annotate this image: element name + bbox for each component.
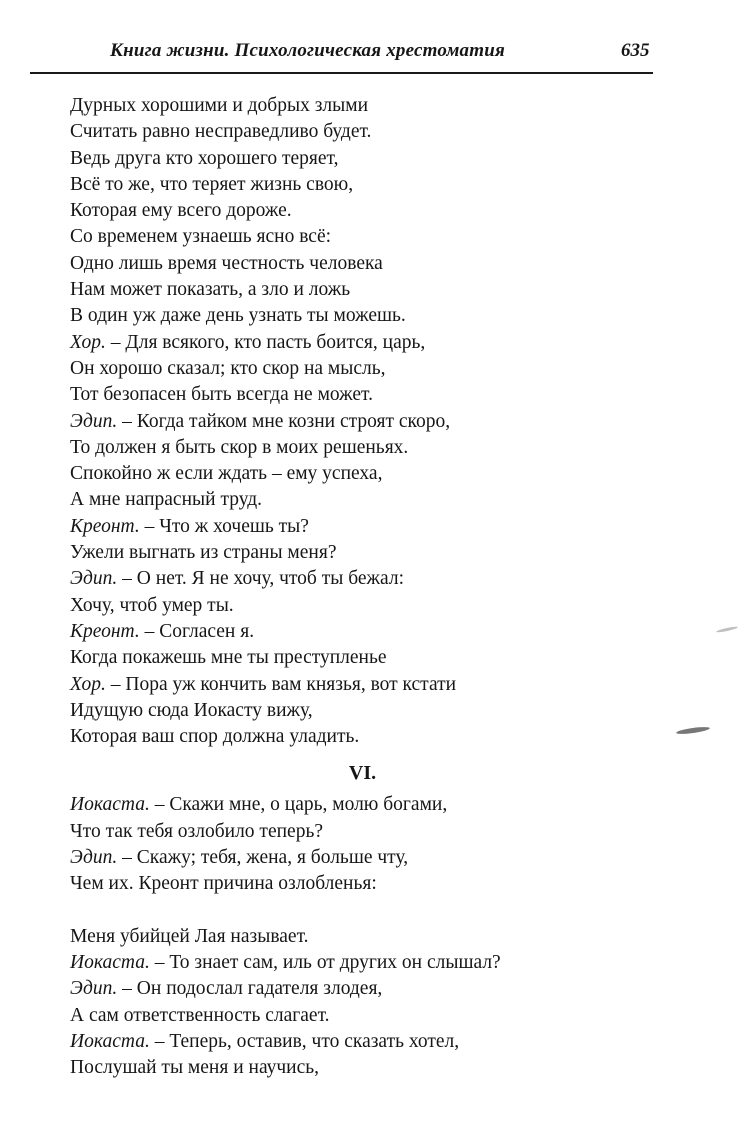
line-text: Что так тебя озлобило теперь?	[70, 820, 323, 842]
line-text: – Он подослал гадателя злодея,	[117, 978, 383, 1000]
verse-line	[70, 1029, 710, 1055]
verse-block-2	[70, 792, 710, 897]
verse-line	[70, 224, 710, 250]
verse-line	[70, 172, 710, 198]
verse-line	[70, 303, 710, 329]
verse-line	[70, 514, 710, 540]
header-rule	[30, 72, 653, 74]
section-heading: VI.	[348, 762, 377, 785]
line-text: – О нет. Я не хочу, чтоб ты бежал:	[117, 568, 404, 590]
verse-line	[70, 950, 710, 976]
verse-block-1	[70, 93, 710, 750]
speaker-name: Эдип.	[70, 978, 118, 1000]
line-text: Тот безопасен быть всегда не может.	[70, 384, 373, 406]
line-text: Которая ему всего дороже.	[70, 200, 292, 222]
speaker-name: Иокаста.	[70, 951, 150, 973]
speaker-name: Креонт.	[70, 515, 140, 537]
line-text: – Когда тайком мне козни строят скоро,	[117, 410, 451, 432]
line-text: Хочу, чтоб умер ты.	[70, 594, 234, 616]
line-text: – Скажи мне, о царь, молю богами,	[149, 794, 448, 816]
speaker-name: Иокаста.	[70, 794, 150, 816]
verse-line	[70, 792, 710, 818]
line-text: Которая ваш спор должна уладить.	[70, 726, 360, 748]
line-text: Чем их. Креонт причина озлобленья:	[70, 873, 377, 895]
verse-line	[70, 356, 710, 382]
verse-line	[70, 277, 710, 303]
verse-line	[70, 435, 710, 461]
verse-line	[70, 461, 710, 487]
line-text: Со временем узнаешь ясно всё:	[70, 226, 332, 248]
line-text: А мне напрасный труд.	[70, 489, 263, 511]
speaker-name: Эдип.	[70, 568, 118, 590]
speaker-name: Хор.	[70, 331, 106, 353]
verse-line	[70, 619, 710, 645]
line-text: Меня убийцей Лая называет.	[70, 925, 309, 947]
verse-line	[70, 146, 710, 172]
verse-line	[70, 566, 710, 592]
verse-line	[70, 845, 710, 871]
verse-line	[70, 698, 710, 724]
line-text: Одно лишь время честность человека	[70, 252, 383, 274]
scan-smudge-mark	[716, 626, 738, 634]
speaker-name: Креонт.	[70, 620, 140, 642]
line-text: Спокойно ж если ждать – ему успеха,	[70, 463, 383, 485]
verse-line	[70, 819, 710, 845]
verse-line	[70, 593, 710, 619]
line-text: – То знает сам, иль от других он слышал?	[149, 951, 501, 973]
line-text: – Для всякого, кто пасть боится, царь,	[105, 331, 426, 353]
verse-line	[70, 924, 710, 950]
line-text: Считать равно несправедливо будет.	[70, 121, 372, 143]
line-text: – Скажу; тебя, жена, я больше чту,	[117, 847, 409, 869]
line-text: Дурных хорошими и добрых злыми	[70, 95, 369, 116]
verse-line	[70, 409, 710, 435]
verse-text	[70, 93, 710, 1081]
line-text: – Пора уж кончить вам князья, вот кстати	[105, 673, 457, 695]
verse-line	[70, 540, 710, 566]
running-title: Книга жизни. Психологическая хрестоматия	[110, 40, 505, 61]
speaker-name: Иокаста.	[70, 1030, 150, 1052]
speaker-name: Хор.	[70, 673, 106, 695]
verse-line	[70, 976, 710, 1002]
speaker-name: Эдип.	[70, 847, 118, 869]
verse-line	[70, 382, 710, 408]
verse-line	[70, 251, 710, 277]
line-text: – Теперь, оставив, что сказать хотел,	[149, 1030, 460, 1052]
line-text: Нам может показать, а зло и ложь	[70, 279, 351, 301]
verse-line	[70, 1003, 710, 1029]
verse-line	[70, 1055, 710, 1081]
line-text: Ведь друга кто хорошего теряет,	[70, 147, 339, 169]
verse-line	[70, 487, 710, 513]
line-text: Ужели выгнать из страны меня?	[70, 542, 337, 564]
line-text: – Согласен я.	[139, 620, 255, 642]
page-number: 635	[621, 40, 650, 61]
verse-line	[70, 645, 710, 671]
line-text: В один уж даже день узнать ты можешь.	[70, 305, 406, 327]
line-text: Послушай ты меня и научись,	[70, 1057, 320, 1079]
speaker-name: Эдип.	[70, 410, 118, 432]
line-text: – Что ж хочешь ты?	[139, 515, 309, 537]
line-text: Идущую сюда Иокасту вижу,	[70, 699, 313, 721]
verse-line	[70, 330, 710, 356]
line-text: Он хорошо сказал; кто скор на мысль,	[70, 357, 386, 379]
verse-line	[70, 119, 710, 145]
stanza-gap	[70, 898, 710, 924]
verse-line	[70, 724, 710, 750]
verse-block-3	[70, 924, 710, 1082]
line-text: Всё то же, что теряет жизнь свою,	[70, 173, 354, 195]
verse-line	[70, 93, 710, 119]
verse-line	[70, 871, 710, 897]
line-text: Когда покажешь мне ты преступленье	[70, 647, 387, 669]
line-text: А сам ответственность слагает.	[70, 1004, 330, 1026]
line-text: То должен я быть скор в моих решеньях.	[70, 436, 409, 458]
verse-line	[70, 672, 710, 698]
verse-line	[70, 198, 710, 224]
